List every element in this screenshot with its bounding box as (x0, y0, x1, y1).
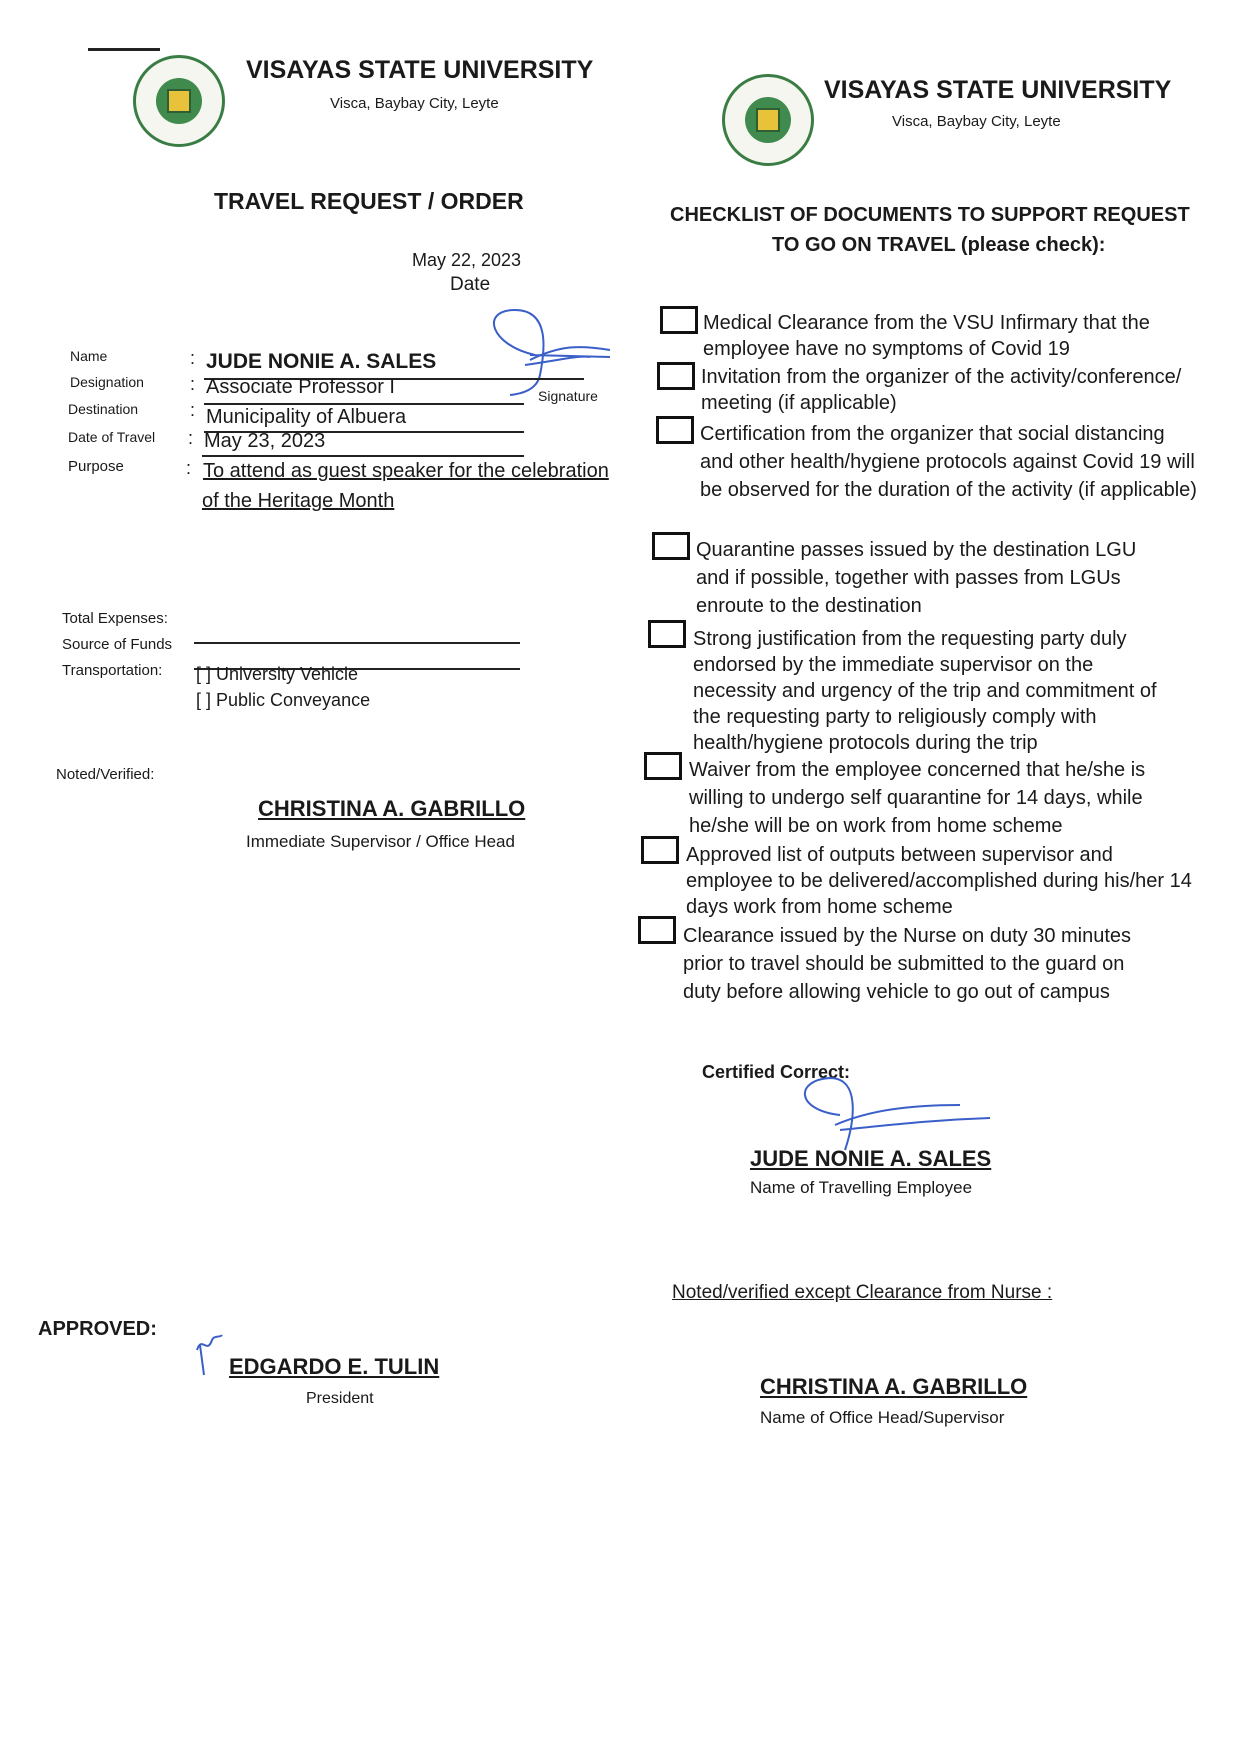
checkbox-quarantine-passes[interactable] (652, 532, 690, 560)
office-head-name: CHRISTINA A. GABRILLO (760, 1374, 1028, 1399)
university-logo (722, 74, 814, 166)
checklist-item-nurse-clearance: Clearance issued by the Nurse on duty 30 minutes prior to travel should be submitted to the guard on duty before allowing vehicle to go out of campus (683, 925, 1132, 1003)
checkbox-invitation[interactable] (657, 362, 695, 390)
certified-correct-label: Certified Correct: (702, 1062, 851, 1082)
date-of-travel-value: May 23, 2023 (204, 430, 326, 452)
university-name: VISAYAS STATE UNIVERSITY (824, 76, 1172, 104)
date-of-travel-label: Date of Travel (68, 429, 156, 445)
checklist-item-quarantine-passes: Quarantine passes issued by the destination LGU and if possible, together with passes from LGUs enroute to the destination (696, 539, 1137, 617)
checklist-item-waiver: Waiver from the employee concerned that he/she is willing to undergo self quarantine for 14 days, while he/she will be on work from home scheme (689, 759, 1146, 837)
name-value: JUDE NONIE A. SALES (206, 350, 437, 373)
designation-label: Designation (70, 374, 144, 390)
source-of-funds-label: Source of Funds (62, 636, 173, 653)
checklist-title-line2: TO GO ON TRAVEL (please check): (772, 234, 1106, 256)
checkbox-certification[interactable] (656, 416, 694, 444)
checklist-item-medical-clearance: Medical Clearance from the VSU Infirmary that the employee have no symptoms of Covid 19 (703, 312, 1150, 360)
university-name: VISAYAS STATE UNIVERSITY (246, 56, 594, 84)
checkbox-strong-justification[interactable] (648, 620, 686, 648)
office-head-title: Name of Office Head/Supervisor (760, 1408, 1005, 1427)
supervisor-title: Immediate Supervisor / Office Head (246, 832, 515, 851)
form-title: TRAVEL REQUEST / ORDER (214, 188, 524, 214)
checklist-item-strong-justification: Strong justification from the requesting party duly endorsed by the immediate supervisor on the necessity and urgency of the trip and commitment of the requesting party to religiously comply with health/hygiene protocols during the trip (693, 628, 1157, 754)
purpose-value: To attend as guest speaker for the celebration (203, 460, 609, 482)
approved-label: APPROVED: (38, 1318, 157, 1340)
university-address: Visca, Baybay City, Leyte (892, 113, 1061, 130)
purpose-label: Purpose (68, 458, 124, 475)
transport-option-public-conveyance[interactable]: [ ] Public Conveyance (196, 690, 371, 710)
purpose-value-continued: of the Heritage Month (202, 490, 395, 512)
checklist-title: CHECKLIST OF DOCUMENTS TO SUPPORT REQUEST (670, 204, 1190, 226)
transportation-label: Transportation: (62, 662, 163, 679)
noted-verified-label: Noted/Verified: (56, 766, 155, 783)
checkbox-approved-outputs[interactable] (641, 836, 679, 864)
date-value: May 22, 2023 (412, 250, 522, 270)
scan-mark (88, 48, 160, 51)
supervisor-name: CHRISTINA A. GABRILLO (258, 796, 526, 821)
destination-label: Destination (68, 401, 139, 417)
employee-name: JUDE NONIE A. SALES (750, 1146, 992, 1171)
date-label: Date (450, 274, 491, 295)
checklist-item-invitation: Invitation from the organizer of the activity/conference/ meeting (if applicable) (701, 366, 1182, 414)
name-label: Name (70, 348, 108, 364)
employee-title: Name of Travelling Employee (750, 1178, 973, 1197)
university-logo (133, 55, 225, 147)
university-address: Visca, Baybay City, Leyte (330, 95, 499, 112)
noted-except-label: Noted/verified except Clearance from Nurse : (672, 1282, 1053, 1303)
transport-option-university-vehicle[interactable]: [ ] University Vehicle (196, 664, 359, 684)
signature-image (470, 305, 660, 400)
total-expenses-label: Total Expenses: (62, 610, 168, 627)
president-name: EDGARDO E. TULIN (229, 1354, 440, 1379)
checklist-item-approved-outputs: Approved list of outputs between supervisor and employee to be delivered/accomplished during his/her 14 days work from home scheme (686, 844, 1192, 918)
checklist-item-certification: Certification from the organizer that social distancing and other health/hygiene protocols against Covid 19 will be observed for the duration of the activity (if applicable) (700, 423, 1197, 501)
checkbox-nurse-clearance[interactable] (638, 916, 676, 944)
destination-value: Municipality of Albuera (206, 406, 407, 428)
designation-value: Associate Professor I (206, 376, 395, 398)
checkbox-medical-clearance[interactable] (660, 306, 698, 334)
checkbox-waiver[interactable] (644, 752, 682, 780)
initials-signature (192, 1330, 232, 1380)
signature-label: Signature (538, 388, 598, 404)
president-title: President (306, 1390, 374, 1407)
